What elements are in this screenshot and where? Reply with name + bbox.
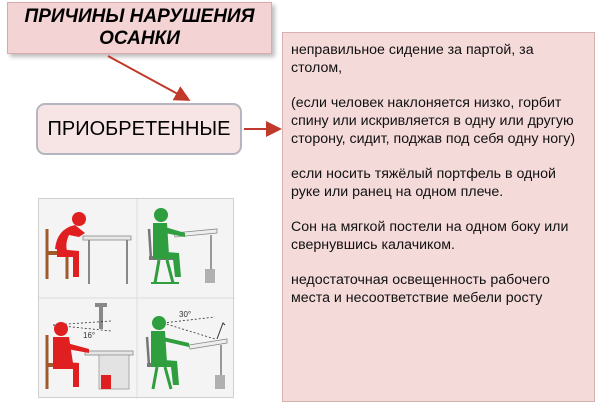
title-box	[7, 2, 272, 54]
cause-item-lighting-furniture: недостаточная освещенность рабочего места и несоответствие мебели росту	[291, 272, 550, 306]
cause-item-sleep: Сон на мягкой постели на одном боку или свернувшись калачиком.	[291, 219, 569, 253]
cause-item-sitting: неправильное сидение за партой, за столом,	[291, 42, 534, 76]
arrow-title-to-category	[108, 56, 187, 99]
cause-item-sitting-details: (если человек наклоняется низко, горбит спину или искривляется в одну или другую сторону, сидит, поджав под себя одну ногу)	[291, 95, 576, 147]
title-line-2: ОСАНКИ	[99, 28, 180, 49]
wrong-sitting-figure	[47, 212, 131, 284]
posture-illustration	[38, 198, 234, 398]
angle-label-right: 30°	[179, 310, 192, 319]
wrong-lighting-figure	[47, 303, 133, 389]
angle-label-wrong: 16°	[83, 331, 96, 340]
title-line-1: ПРИЧИНЫ НАРУШЕНИЯ	[24, 6, 255, 27]
causes-panel	[282, 32, 595, 402]
cause-item-heavy-bag: если носить тяжёлый портфель в одной руке или ранец на одном плече.	[291, 166, 556, 200]
acquired-category-box	[36, 103, 242, 155]
correct-lighting-figure	[147, 310, 227, 389]
correct-sitting-figure	[149, 208, 217, 283]
acquired-category-label: ПРИОБРЕТЕННЫЕ	[47, 117, 231, 140]
